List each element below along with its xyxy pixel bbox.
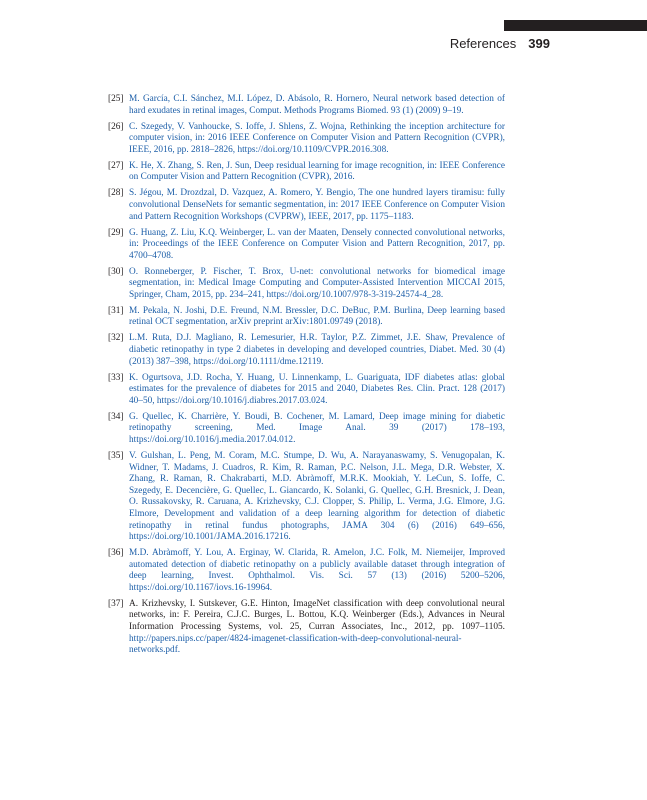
page-number: 399 <box>528 36 550 51</box>
reference-number: [35] <box>108 450 124 461</box>
running-header <box>430 36 550 54</box>
reference-item <box>108 122 505 157</box>
reference-text: V. Gulshan, L. Peng, M. Coram, M.C. Stumpe, D. Wu, A. Narayanaswamy, S. Venugopalan, K. Widner, T. Madams, J. Cuadros, R. Kim, R. Raman, P.C. Nelson, J.L. Mega, D.R. Webster, X. Zhang, R. Raman, R. Chakrabarti, M.D. Abràmoff, M.R.K. Mookiah, Y. LeCun, S. Ioffe, C. Szegedy, E. Decencière, G. Quellec, L. Giancardo, K. Solanki, G. Quellec, G.H. Bresnick, J. Dean, O. Russakovsky, R. Caruana, A. Krizhevsky, C.J. Clopper, S. Philip, L. Verma, J.G. Elmore, J.G. Elmore, Development and validation of a deep learning algorithm for detection of diabetic retinopathy in retinal fundus photographs, JAMA 304 (6) (2016) 649–656, https://doi.org/10.1001/JAMA.2016.17216. <box>129 450 505 543</box>
reference-link[interactable]: http://papers.nips.cc/paper/4824-imagenet-classification-with-deep-convolutional-neural-networks.pdf. <box>129 633 462 656</box>
reference-list <box>108 94 505 661</box>
reference-number: [34] <box>108 411 124 422</box>
reference-number: [27] <box>108 160 124 171</box>
reference-number: [31] <box>108 305 124 316</box>
section-title: References <box>449 36 517 51</box>
reference-item <box>108 599 505 657</box>
reference-text: G. Quellec, K. Charrière, Y. Boudi, B. Cochener, M. Lamard, Deep image mining for diabetic retinopathy screening, Med. Image Anal. 39 (2017) 178–193, https://doi.org/10.1016/j.media.2017.04.012. <box>129 411 505 445</box>
reference-item <box>108 94 505 117</box>
reference-number: [30] <box>108 266 124 277</box>
reference-item <box>108 306 505 329</box>
reference-text: O. Ronneberger, P. Fischer, T. Brox, U-net: convolutional networks for biomedical image segmentation, in: Medical Image Computing and Computer-Assisted Intervention MICCAI 2015, Springer, Cham, 2015, pp. 234–241, https://doi.org/10.1007/978-3-319-24574-4_28. <box>129 266 505 300</box>
reference-number: [36] <box>108 548 124 559</box>
reference-text: M. García, C.I. Sánchez, M.I. López, D. Abásolo, R. Hornero, Neural network based detection of hard exudates in retinal images, Comput. Methods Programs Biomed. 93 (1) (2009) 9–19. <box>129 94 505 116</box>
reference-item <box>108 412 505 447</box>
reference-text: S. Jégou, M. Drozdzal, D. Vazquez, A. Romero, Y. Bengio, The one hundred layers tiramisu: fully convolutional DenseNets for semantic segmentation, in: 2017 IEEE Conference on Computer Vision and Pattern Recognition Workshops (CVPRW), IEEE, 2017, pp. 1175–1183. <box>129 188 505 222</box>
reference-item <box>108 333 505 368</box>
reference-item <box>108 161 505 184</box>
reference-number: [33] <box>108 372 124 383</box>
header-bar <box>504 20 647 31</box>
reference-number: [25] <box>108 94 124 104</box>
reference-text: G. Huang, Z. Liu, K.Q. Weinberger, L. van der Maaten, Densely connected convolutional networks, in: Proceedings of the IEEE Conference on Computer Vision and Pattern Recognition, 2017, pp. 4700–4708. <box>129 227 505 261</box>
reference-item <box>108 267 505 302</box>
reference-item <box>108 451 505 544</box>
reference-text: C. Szegedy, V. Vanhoucke, S. Ioffe, J. Shlens, Z. Wojna, Rethinking the inception architecture for computer vision, in: 2016 IEEE Conference on Computer Vision and Pattern Recognition (CVPR), IEEE, 2016, pp. 2818–2826, https://doi.org/10.1109/CVPR.2016.308. <box>129 121 505 155</box>
reference-text: L.M. Ruta, D.J. Magliano, R. Lemesurier, H.R. Taylor, P.Z. Zimmet, J.E. Shaw, Prevalence of diabetic retinopathy in type 2 diabetes in developing and developed countries, Diabet. Med. 30 (4) (2013) 387–398, https://doi.org/10.1111/dme.12119. <box>129 333 505 367</box>
reference-number: [26] <box>108 121 124 132</box>
reference-text: K. He, X. Zhang, S. Ren, J. Sun, Deep residual learning for image recognition, in: IEEE Conference on Computer Vision and Pattern Recognition (CVPR), 2016. <box>129 160 505 183</box>
reference-text: A. Krizhevsky, I. Sutskever, G.E. Hinton, ImageNet classification with deep convolutional neural networks, in: F. Pereira, C.J.C. Burges, L. Bottou, K.Q. Weinberger (Eds.), Advances in Neural Information Processing Systems, vol. 25, Curran Associates, Inc., 2012, pp. 1097–1105. <box>129 598 505 633</box>
reference-item <box>108 548 505 594</box>
reference-number: [32] <box>108 333 124 344</box>
reference-text: M. Pekala, N. Joshi, D.E. Freund, N.M. Bressler, D.C. DeBuc, P.M. Burlina, Deep learning based retinal OCT segmentation, arXiv preprint arXiv:1801.09749 (2018). <box>129 305 505 328</box>
reference-number: [37] <box>108 598 124 609</box>
reference-text: K. Ogurtsova, J.D. Rocha, Y. Huang, U. Linnenkamp, L. Guariguata, IDF diabetes atlas: global estimates for the prevalence of diabetes for 2015 and 2040, Diabetes Res. Clin. Pract. 128 (2017) 40–50, https://doi.org/10.1016/j.diabres.2017.03.024. <box>129 372 505 406</box>
reference-text: M.D. Abràmoff, Y. Lou, A. Erginay, W. Clarida, R. Amelon, J.C. Folk, M. Niemeijer, Improved automated detection of diabetic retinopathy on a publicly available dataset through integration of deep learning, Invest. Ophthalmol. Vis. Sci. 57 (13) (2016) 5200–5206, https://doi.org/10.1167/iovs.16-19964. <box>129 548 505 593</box>
reference-item <box>108 228 505 263</box>
reference-item <box>108 188 505 223</box>
reference-number: [28] <box>108 188 124 199</box>
reference-item <box>108 373 505 408</box>
reference-number: [29] <box>108 227 124 238</box>
